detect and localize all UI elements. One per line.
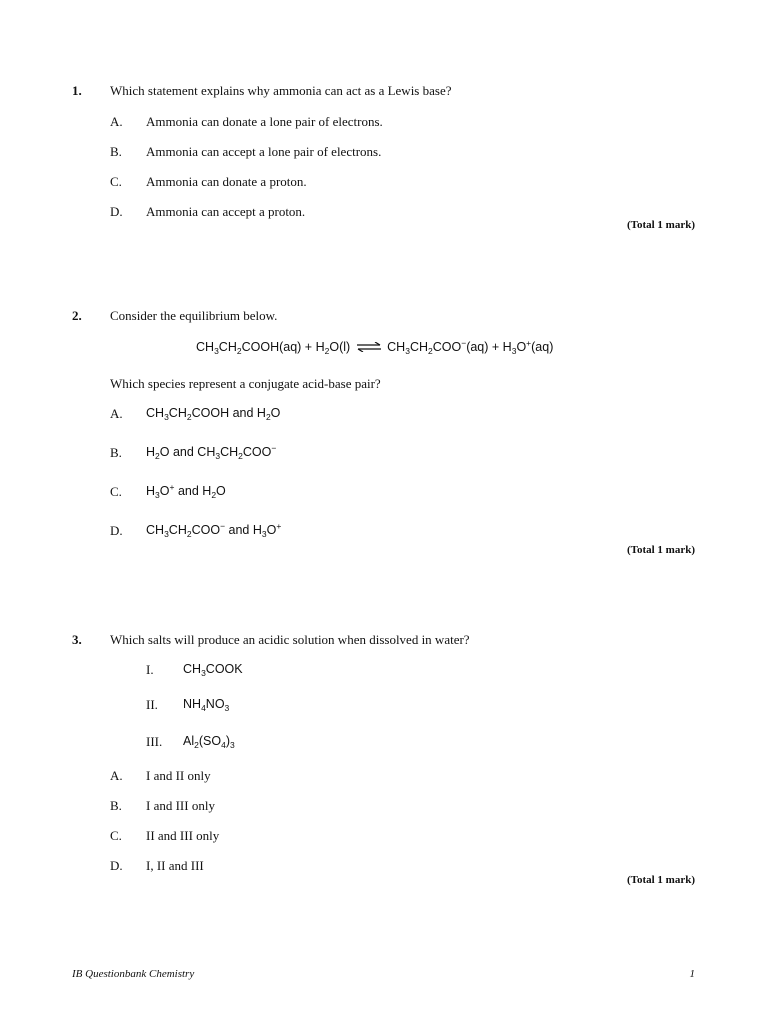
option-letter: C. — [110, 484, 122, 499]
equation-left: $CH_3CH_2COOH(aq) + H_2O(l)$ — [196, 340, 351, 356]
option-letter: B. — [110, 798, 122, 813]
question-text: Which statement explains why ammonia can act as a Lewis base? — [110, 83, 452, 98]
statement-numeral: III. — [146, 734, 163, 749]
statement-numeral: II. — [146, 697, 158, 712]
statement-text: $CH_3COOK$ — [183, 662, 243, 678]
question-number: 1. — [72, 83, 82, 98]
question-number: 2. — [72, 308, 82, 323]
option-text: II and III only — [146, 828, 220, 843]
option-text: $CH_3CH_2COO^-$ and $H_3O^+$ — [146, 521, 282, 539]
page-number: 1 — [689, 968, 695, 980]
equation-right: $CH_3CH_2COO^-(aq) + H_3O^+(aq)$ — [387, 338, 554, 356]
question-number: 3. — [72, 632, 82, 647]
option-letter: A. — [110, 114, 123, 129]
option-letter: B. — [110, 445, 122, 460]
option-text: I and II only — [146, 768, 211, 783]
option-text: Ammonia can donate a lone pair of electrons. — [146, 114, 383, 129]
option-text: Ammonia can accept a lone pair of electrons. — [146, 144, 382, 159]
question-text: Which species represent a conjugate acid-base pair? — [110, 376, 381, 391]
option-letter: B. — [110, 144, 122, 159]
option-letter: D. — [110, 204, 123, 219]
equilibrium-arrow-icon — [356, 342, 382, 352]
option-text: Ammonia can donate a proton. — [146, 174, 307, 189]
option-letter: C. — [110, 174, 122, 189]
total-mark: (Total 1 mark) — [626, 874, 695, 886]
option-text: $H_3O^+$ and $H_2O$ — [146, 482, 226, 500]
equilibrium-equation — [196, 340, 553, 354]
option-text: $CH_3CH_2COOH$ and $H_2O$ — [146, 406, 281, 422]
footer-source: IB Questionbank Chemistry — [72, 968, 195, 980]
option-letter: D. — [110, 858, 123, 873]
question-intro: Consider the equilibrium below. — [110, 308, 278, 323]
option-text: I, II and III — [146, 858, 204, 873]
total-mark: (Total 1 mark) — [626, 219, 695, 231]
option-text: $H_2O$ and $CH_3CH_2COO^-$ — [146, 443, 277, 461]
option-letter: D. — [110, 523, 123, 538]
total-mark: (Total 1 mark) — [626, 544, 695, 556]
option-letter: A. — [110, 406, 123, 421]
option-text: Ammonia can accept a proton. — [146, 204, 306, 219]
option-letter: C. — [110, 828, 122, 843]
option-letter: A. — [110, 768, 123, 783]
statement-text: $Al_2(SO_4)_3$ — [183, 734, 235, 750]
statement-text: $NH_4NO_3$ — [183, 697, 230, 713]
statement-numeral: I. — [146, 662, 154, 677]
option-text: I and III only — [146, 798, 215, 813]
question-text: Which salts will produce an acidic solution when dissolved in water? — [110, 632, 470, 647]
